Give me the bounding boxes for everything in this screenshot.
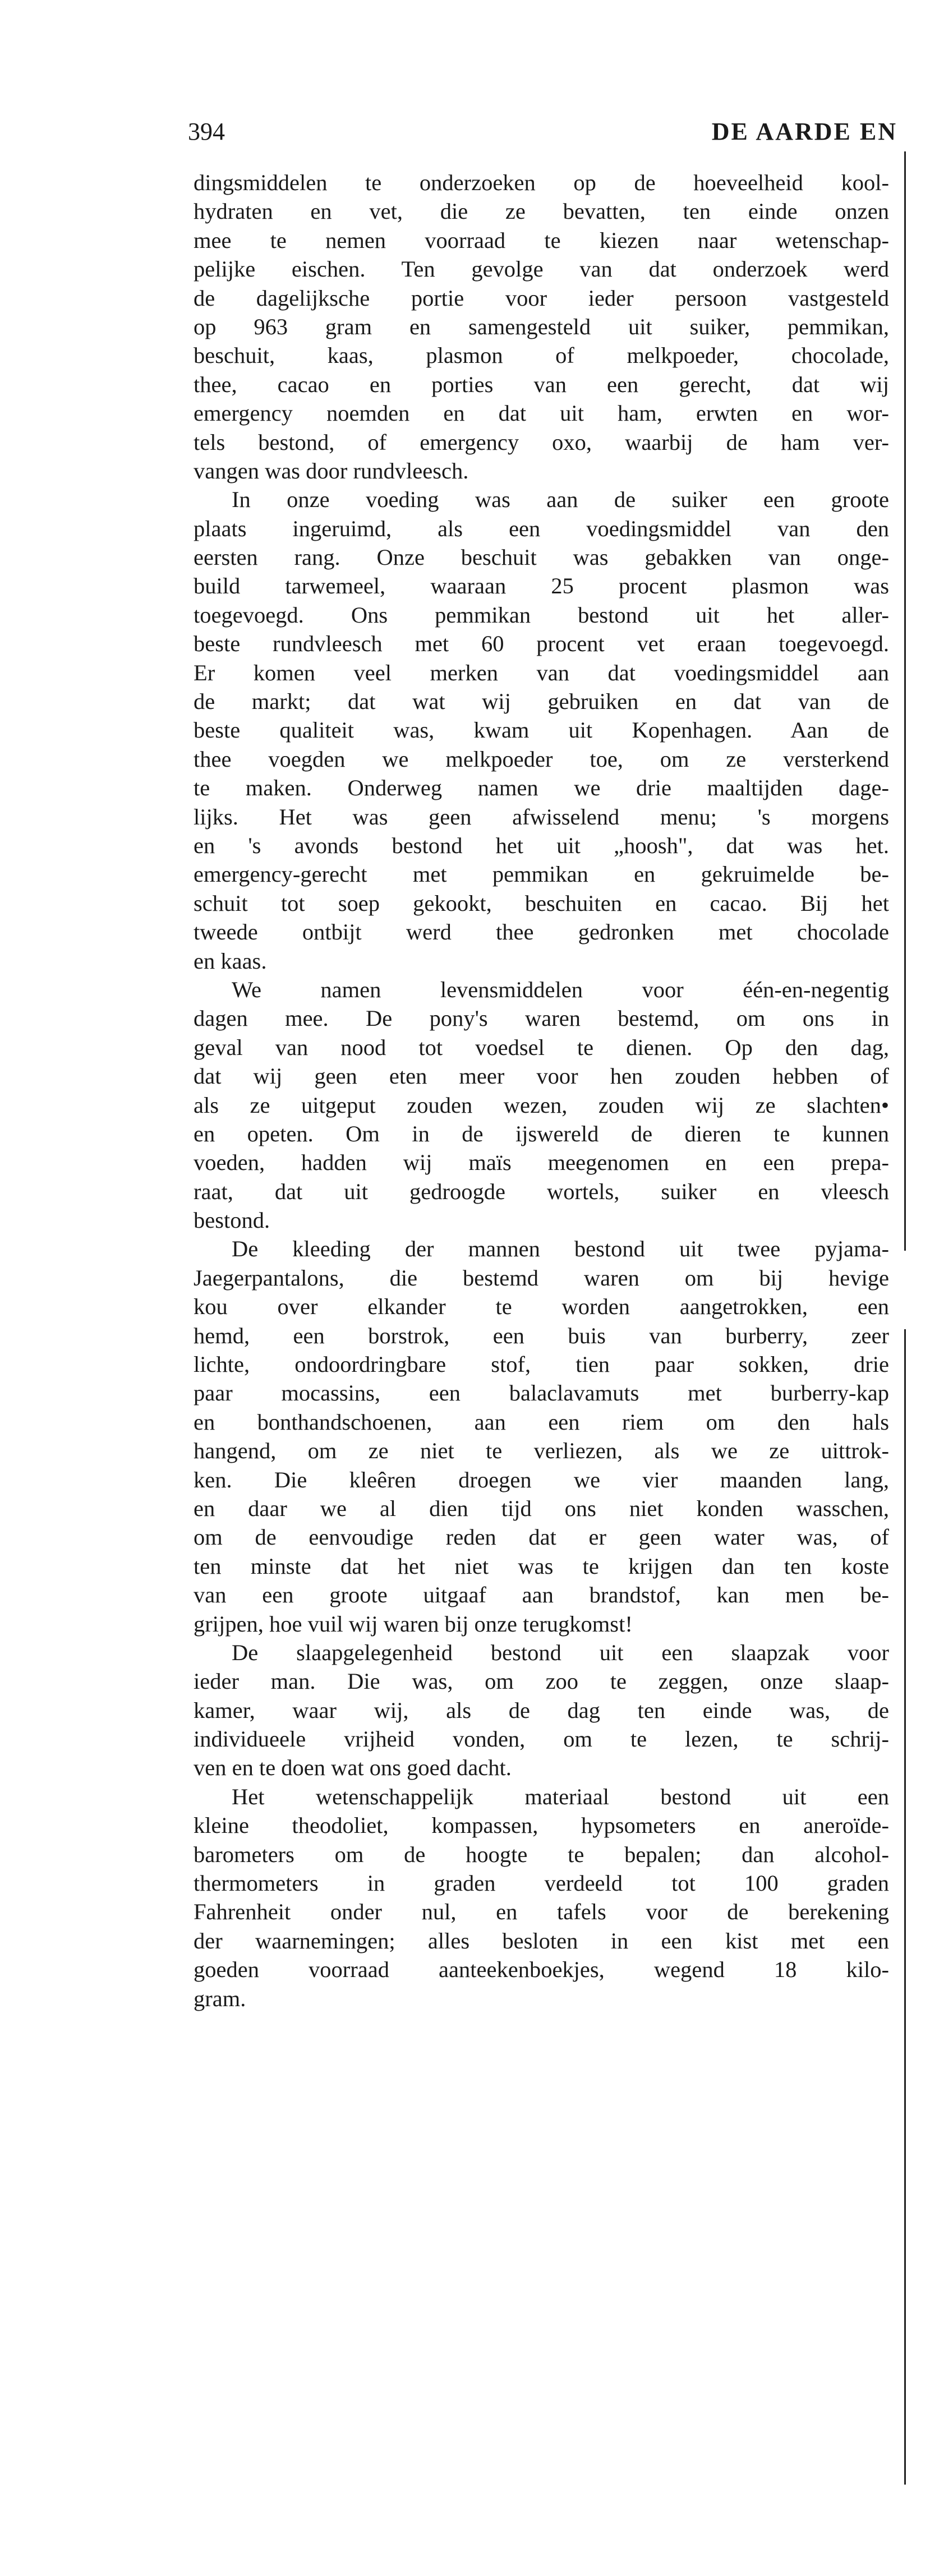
- text-line: beste rundvleesch met 60 procent vet eraan toegevoegd.: [194, 631, 889, 657]
- paragraph: [194, 1782, 889, 2013]
- text-line: build tarwemeel, waaraan 25 procent plasmon was: [194, 573, 889, 599]
- text-line: Er komen veel merken van dat voedingsmiddel aan: [194, 660, 889, 685]
- text-line: dingsmiddelen te onderzoeken op de hoeveelheid kool-: [194, 170, 889, 195]
- text-line: toegevoegd. Ons pemmikan bestond uit het aller-: [194, 602, 889, 628]
- page-number: 394: [188, 118, 225, 145]
- text-line: kamer, waar wij, als de dag ten einde was, de: [194, 1697, 889, 1723]
- text-line: goeden voorraad aanteekenboekjes, wegend 18 kilo-: [194, 1957, 889, 1983]
- text-line: thee, cacao en porties van een gerecht, dat wij: [194, 371, 889, 397]
- text-line: en opeten. Om in de ijswereld de dieren te kunnen: [194, 1121, 889, 1146]
- text-line: lijks. Het was geen afwisselend menu; 's morgens: [194, 804, 889, 830]
- text-line: hangend, om ze niet te verliezen, als we ze uittrok-: [194, 1438, 889, 1464]
- text-line: Het wetenschappelijk materiaal bestond uit een: [232, 1784, 889, 1809]
- text-line: op 963 gram en samengesteld uit suiker, pemmikan,: [194, 314, 889, 339]
- margin-rule-lower: [904, 1329, 906, 2485]
- text-line: mee te nemen voorraad te kiezen naar wetenschap-: [194, 227, 889, 253]
- text-line: hemd, een borstrok, een buis van burberry, zeer: [194, 1322, 889, 1348]
- text-line: emergency noemden en dat uit ham, erwten en wor-: [194, 400, 889, 426]
- text-line: barometers om de hoogte te bepalen; dan alcohol-: [194, 1841, 889, 1867]
- text-line: individueele vrijheid vonden, om te lezen, te schrij-: [194, 1726, 889, 1752]
- text-line: We namen levensmiddelen voor één-en-negentig: [232, 976, 889, 1002]
- text-line: kou over elkander te worden aangetrokken, een: [194, 1294, 889, 1320]
- text-line: Fahrenheit onder nul, en tafels voor de berekening: [194, 1899, 889, 1925]
- text-line: lichte, ondoordringbare stof, tien paar sokken, drie: [194, 1352, 889, 1377]
- text-line: ieder man. Die was, om zoo te zeggen, onze slaap-: [194, 1669, 889, 1694]
- text-line: In onze voeding was aan de suiker een groote: [232, 487, 889, 513]
- text-line: als ze uitgeput zouden wezen, zouden wij ze slachten•: [194, 1092, 889, 1118]
- paragraph: [194, 975, 889, 1235]
- text-line: en kaas.: [194, 948, 267, 974]
- text-line: tweede ontbijt werd thee gedronken met chocolade: [194, 919, 889, 945]
- text-line: De slaapgelegenheid bestond uit een slaapzak voor: [232, 1639, 889, 1665]
- running-head: DE AARDE EN: [711, 118, 897, 145]
- text-line: thee voegden we melkpoeder toe, om ze versterkend: [194, 746, 889, 772]
- text-line: de markt; dat wat wij gebruiken en dat van de: [194, 689, 889, 715]
- text-line: dagen mee. De pony's waren bestemd, om ons in: [194, 1006, 889, 1031]
- text-line: dat wij geen eten meer voor hen zouden hebben of: [194, 1063, 889, 1089]
- text-line: voeden, hadden wij maïs meegenomen en een prepa-: [194, 1150, 889, 1176]
- text-line: beschuit, kaas, plasmon of melkpoeder, chocolade,: [194, 343, 889, 368]
- text-line: de dagelijksche portie voor ieder persoon vastgesteld: [194, 285, 889, 311]
- text-line: te maken. Onderweg namen we drie maaltijden dage-: [194, 775, 889, 801]
- text-line: ven en te doen wat ons goed dacht.: [194, 1755, 512, 1781]
- paragraph: [194, 168, 889, 485]
- text-line: hydraten en vet, die ze bevatten, ten einde onzen: [194, 199, 889, 224]
- text-line: beste qualiteit was, kwam uit Kopenhagen. Aan de: [194, 717, 889, 743]
- text-line: raat, dat uit gedroogde wortels, suiker en vleesch: [194, 1178, 889, 1204]
- text-line: Jaegerpantalons, die bestemd waren om bij hevige: [194, 1265, 889, 1291]
- paragraph: [194, 1234, 889, 1638]
- text-line: tels bestond, of emergency oxo, waarbij de ham ver-: [194, 429, 889, 455]
- text-line: en bonthandschoenen, aan een riem om den hals: [194, 1409, 889, 1435]
- text-line: paar mocassins, een balaclavamuts met burberry-kap: [194, 1380, 889, 1406]
- text-line: pelijke eischen. Ten gevolge van dat onderzoek werd: [194, 256, 889, 282]
- text-line: om de eenvoudige reden dat er geen water was, of: [194, 1524, 889, 1550]
- paragraph: [194, 1638, 889, 1782]
- paragraph: [194, 485, 889, 975]
- text-line: vangen was door rundvleesch.: [194, 458, 469, 483]
- text-line: De kleeding der mannen bestond uit twee pyjama-: [232, 1236, 889, 1262]
- body-text: [194, 168, 889, 2013]
- text-line: ken. Die kleêren droegen we vier maanden lang,: [194, 1467, 889, 1492]
- text-line: gram.: [194, 1985, 246, 2011]
- text-line: en 's avonds bestond het uit „hoosh", dat was het.: [194, 832, 889, 858]
- text-line: emergency-gerecht met pemmikan en gekruimelde be-: [194, 861, 889, 887]
- page-header: [188, 115, 897, 149]
- text-line: van een groote uitgaaf aan brandstof, kan men be-: [194, 1582, 889, 1608]
- text-line: thermometers in graden verdeeld tot 100 graden: [194, 1870, 889, 1896]
- text-line: kleine theodoliet, kompassen, hypsometers en aneroïde-: [194, 1813, 889, 1838]
- text-line: der waarnemingen; alles besloten in een kist met een: [194, 1928, 889, 1953]
- text-line: en daar we al dien tijd ons niet konden wasschen,: [194, 1495, 889, 1521]
- margin-rule: [904, 151, 906, 1251]
- text-line: bestond.: [194, 1208, 270, 1233]
- text-line: eersten rang. Onze beschuit was gebakken van onge-: [194, 545, 889, 570]
- text-line: geval van nood tot voedsel te dienen. Op den dag,: [194, 1034, 889, 1060]
- text-line: schuit tot soep gekookt, beschuiten en cacao. Bij het: [194, 890, 889, 916]
- text-line: grijpen, hoe vuil wij waren bij onze terugkomst!: [194, 1611, 633, 1637]
- text-line: ten minste dat het niet was te krijgen dan ten koste: [194, 1553, 889, 1579]
- text-line: plaats ingeruimd, als een voedingsmiddel van den: [194, 515, 889, 541]
